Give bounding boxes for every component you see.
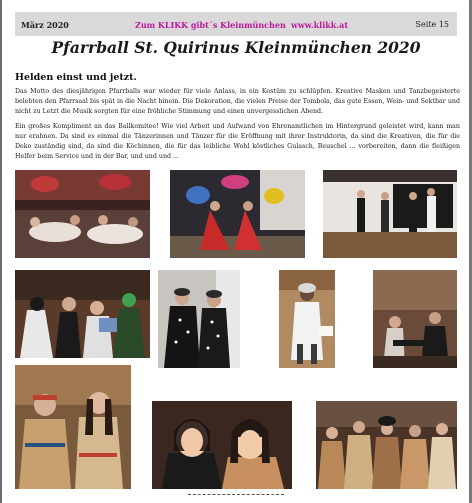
article-title: Pfarrball St. Quirinus Kleinmünchen 2020 bbox=[51, 38, 421, 57]
photo-dance-floor bbox=[323, 170, 457, 258]
article-paragraph-2: Ein großes Kompliment an das Ballkomitee! Wie viel Arbeit und Aufwand von Ehrenamtlichen im Hintergrund geleistet wird, kann man nur erahnen. Da sind es einmal die Tänzerinnen und Tänzer für die Eröffnung mit ihrer Instruktorin, da sind die Kreativen, die für die Deko zuständig sind, da sind die Köchinnen, die für das leibliche Wohl köstliches Gulasch, Beuschel ... vorbereiten, dann die fleißigen Helfer beim Service und in der Bar, und und und ... bbox=[15, 123, 460, 160]
photo-musicians bbox=[373, 270, 457, 368]
header-slogan: Zum KLIKK gibt´s Kleinmünchen bbox=[135, 20, 286, 30]
photo-costume-group bbox=[15, 270, 150, 358]
page-border-left bbox=[0, 0, 2, 503]
article-heading: Helden einst und jetzt. bbox=[15, 72, 137, 83]
footer-divider bbox=[188, 494, 284, 495]
header-date: März 2020 bbox=[21, 20, 69, 30]
photo-polka-dot-duo bbox=[158, 270, 240, 368]
photo-white-robe-costume bbox=[279, 270, 335, 368]
photo-two-women-smiling bbox=[152, 401, 292, 489]
photo-ballroom-tables bbox=[15, 170, 150, 258]
photo-native-group bbox=[316, 401, 457, 489]
header-page-number: Seite 15 bbox=[415, 20, 449, 29]
photo-native-couple bbox=[15, 365, 131, 489]
article-paragraph-1: Das Motto des diesjährigen Pfarrballs war wieder für viele Anlass, in ein Kostüm zu schlüpfen. Kreative Masken und Tanzbegeisterte belebten den Pfarrsaal bis spät in die Nacht hinein. Die Dekoration, die vielen Preise der Tombola, das gute Essen, Wein- und Sektbar und nicht zu Letzt die Musik sorgten für eine fröhliche Stimmung und einen unvergesslichen Abend. bbox=[15, 88, 460, 115]
page-header bbox=[15, 12, 457, 36]
photo-dancers-umbrellas bbox=[170, 170, 305, 258]
header-website: www.klikk.at bbox=[291, 20, 349, 30]
